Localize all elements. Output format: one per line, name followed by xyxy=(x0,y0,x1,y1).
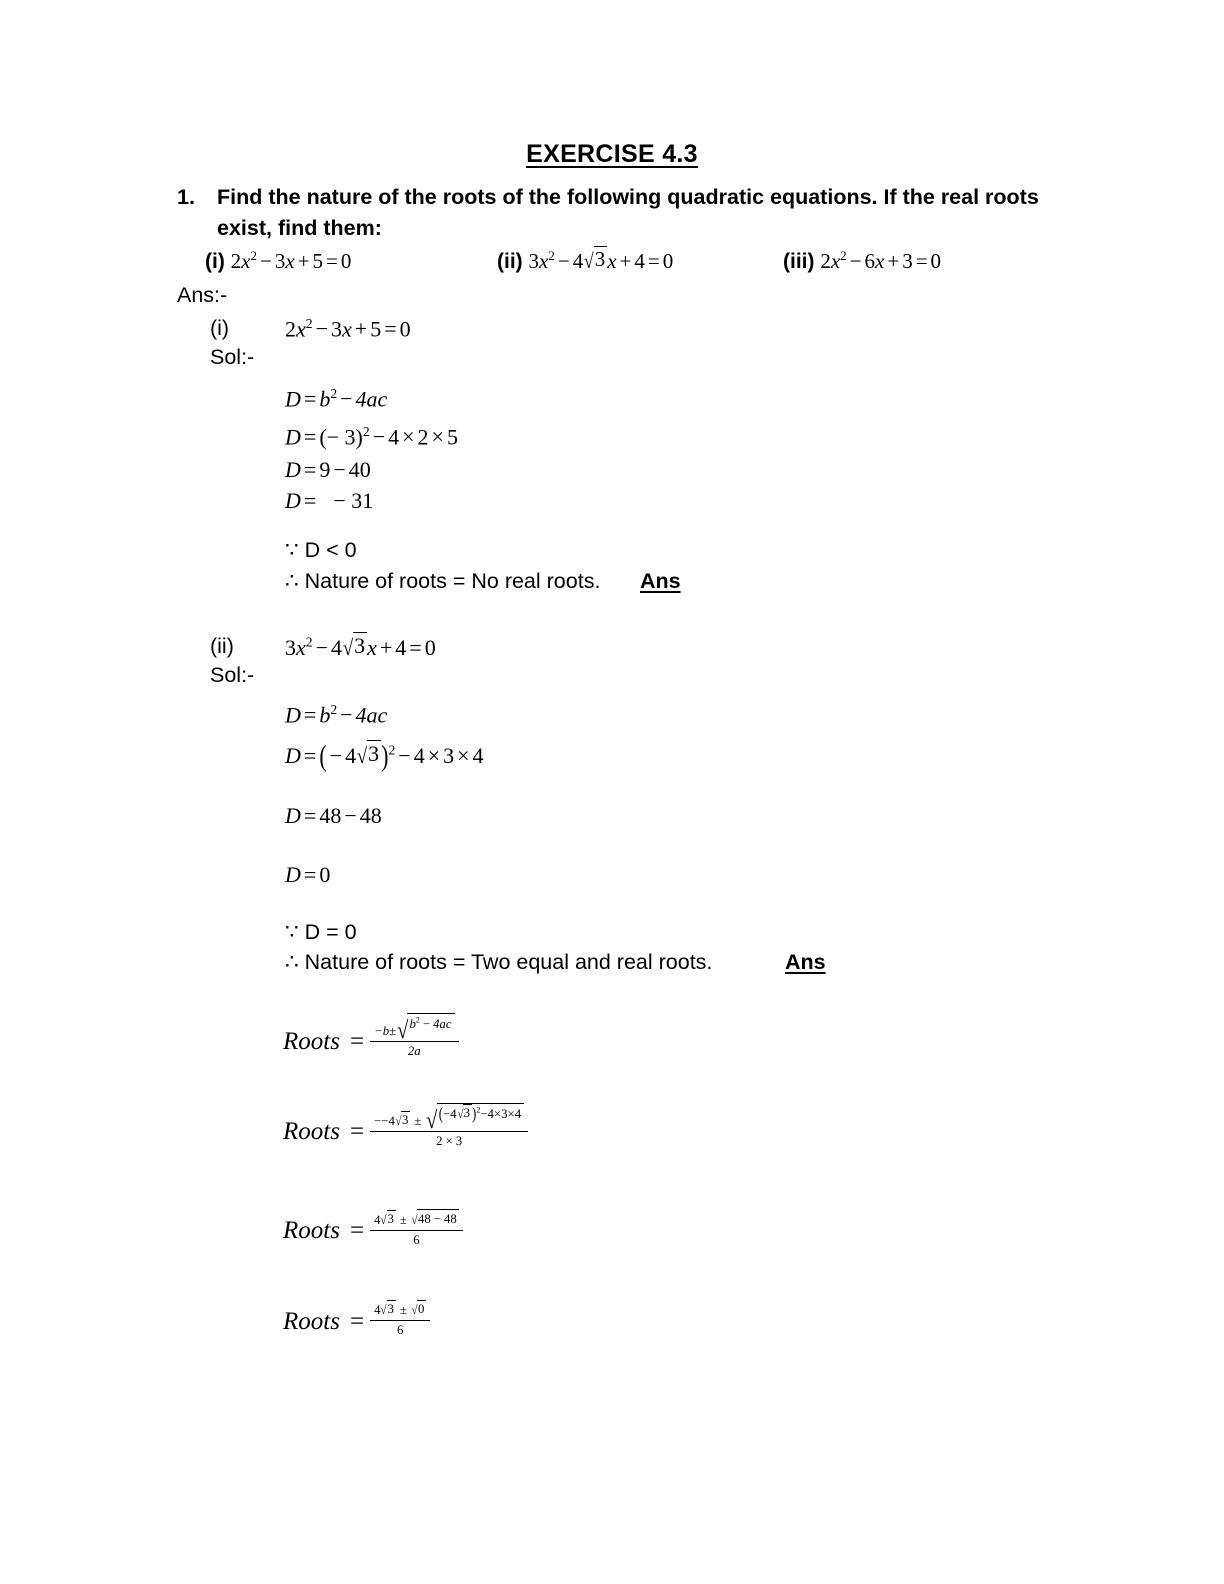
part-i-ans-tag: Ans xyxy=(640,569,681,593)
part-i-discriminant-step3: D = 9 − 40 xyxy=(285,457,371,482)
roots-formula-step1 xyxy=(283,1104,528,1152)
question-number: 1. xyxy=(177,185,195,209)
roots-fraction xyxy=(370,1210,463,1249)
part-i-because-statement: ∵ D < 0 xyxy=(285,538,357,562)
question-1 xyxy=(177,182,1057,244)
part-ii-because-statement: ∵ D = 0 xyxy=(285,920,357,944)
question-equation-iii xyxy=(783,248,941,274)
sqrt-icon: √3 xyxy=(356,741,380,768)
part-ii-sol-label: Sol:- xyxy=(210,663,255,687)
roots-formula-general xyxy=(283,1015,459,1062)
sqrt-icon: $√b^2 - 4ac$ xyxy=(396,1020,454,1040)
roots-equals: = xyxy=(349,1027,365,1055)
roots-numerator: 4√3 ± √0 xyxy=(370,1301,430,1321)
roots-denominator: 2a xyxy=(407,1044,421,1059)
part-ii-discriminant-step3: D = 48 − 48 xyxy=(285,803,382,828)
sqrt-icon: √3 xyxy=(380,1212,394,1228)
sqrt-icon: √0 xyxy=(411,1302,425,1318)
question-text: Find the nature of the roots of the following quadratic equations. If the real roots exist, find them: xyxy=(217,185,1039,241)
part-ii-label: (ii) xyxy=(210,634,234,658)
roots-label: Roots xyxy=(283,1027,340,1055)
part-ii-therefore-statement: ∴ Nature of roots = Two equal and real roots. xyxy=(285,950,713,974)
roots-equals: = xyxy=(349,1117,365,1145)
part-ii-equation: $3x^2 - 4√3x + 4 = 0$ xyxy=(285,633,436,660)
sqrt-icon: √3 xyxy=(342,633,366,660)
part-ii-ans-tag: Ans xyxy=(785,950,826,974)
part-i-discriminant-formula: $D = b^2 - 4ac$ xyxy=(285,386,388,412)
roots-equals: = xyxy=(349,1307,365,1335)
roots-fraction xyxy=(370,1301,430,1339)
roots-numerator: $-b\pm√b^2 - 4ac$ xyxy=(370,1020,459,1042)
sqrt-icon: √3 xyxy=(584,247,606,273)
sqrt-icon: √48 − 48 xyxy=(411,1210,459,1229)
roots-label: Roots xyxy=(283,1217,340,1245)
equation-label-ii: (ii) xyxy=(497,250,523,273)
part-i-label: (i) xyxy=(210,316,230,340)
paren-group: (−4√3 ) xyxy=(438,1104,477,1124)
part-i-sol-label: Sol:- xyxy=(210,345,255,369)
roots-label: Roots xyxy=(283,1117,340,1145)
equation-i-expression: $2x^2 - 3x + 5 = 0$ xyxy=(230,248,352,273)
equation-ii-expression: $3x^2 - 4√3x + 4 = 0$ xyxy=(528,247,674,273)
answer-heading: Ans:- xyxy=(177,283,228,307)
part-i-equation: $2x^2 - 3x + 5 = 0$ xyxy=(285,316,411,342)
roots-denominator: 6 xyxy=(397,1323,404,1338)
page-title xyxy=(0,140,1224,169)
roots-formula-step2 xyxy=(283,1212,463,1251)
sqrt-icon: √3 xyxy=(380,1302,394,1318)
roots-denominator: 2 × 3 xyxy=(436,1134,463,1149)
equation-label-i: (i) xyxy=(205,250,225,273)
part-i-discriminant-substituted: D = (− 3)$^2$ − 4 × 2 × 5 xyxy=(285,424,458,450)
sqrt-icon: √3 xyxy=(395,1113,409,1129)
paren-group: ( − 4√3) xyxy=(319,738,389,773)
roots-fraction xyxy=(370,1104,528,1150)
roots-denominator: 6 xyxy=(413,1233,420,1248)
part-i-discriminant-value: D = − 31 xyxy=(285,488,374,513)
question-equation-ii xyxy=(497,248,673,274)
roots-fraction xyxy=(370,1015,459,1060)
part-ii-discriminant-formula: $D = b^2 - 4ac$ xyxy=(285,702,388,728)
roots-formula-step3 xyxy=(283,1303,430,1341)
roots-equals: = xyxy=(349,1217,365,1245)
part-ii-discriminant-substituted: D = ( − 4√3)$^2$ − 4 × 3 × 4 xyxy=(285,738,484,773)
sqrt-icon: √(−4√3 )$^2$−4×3×4 xyxy=(425,1110,524,1130)
part-i-therefore-statement: ∴ Nature of roots = No real roots. xyxy=(285,569,601,593)
equation-iii-expression: $2x^2 - 6x + 3 = 0$ xyxy=(820,248,942,273)
sqrt-icon: √3 xyxy=(457,1106,471,1122)
part-ii-discriminant-value: D = 0 xyxy=(285,862,331,887)
question-equations xyxy=(205,248,1165,282)
roots-numerator: 4√3 ± √48 − 48 xyxy=(370,1210,463,1231)
roots-numerator: −−4√3 ± √(−4√3 )$^2$−4×3×4 xyxy=(370,1110,528,1132)
equation-label-iii: (iii) xyxy=(783,250,815,273)
question-equation-i xyxy=(205,248,351,274)
roots-label: Roots xyxy=(283,1307,340,1335)
page-title-text: EXERCISE 4.3 xyxy=(526,140,698,168)
